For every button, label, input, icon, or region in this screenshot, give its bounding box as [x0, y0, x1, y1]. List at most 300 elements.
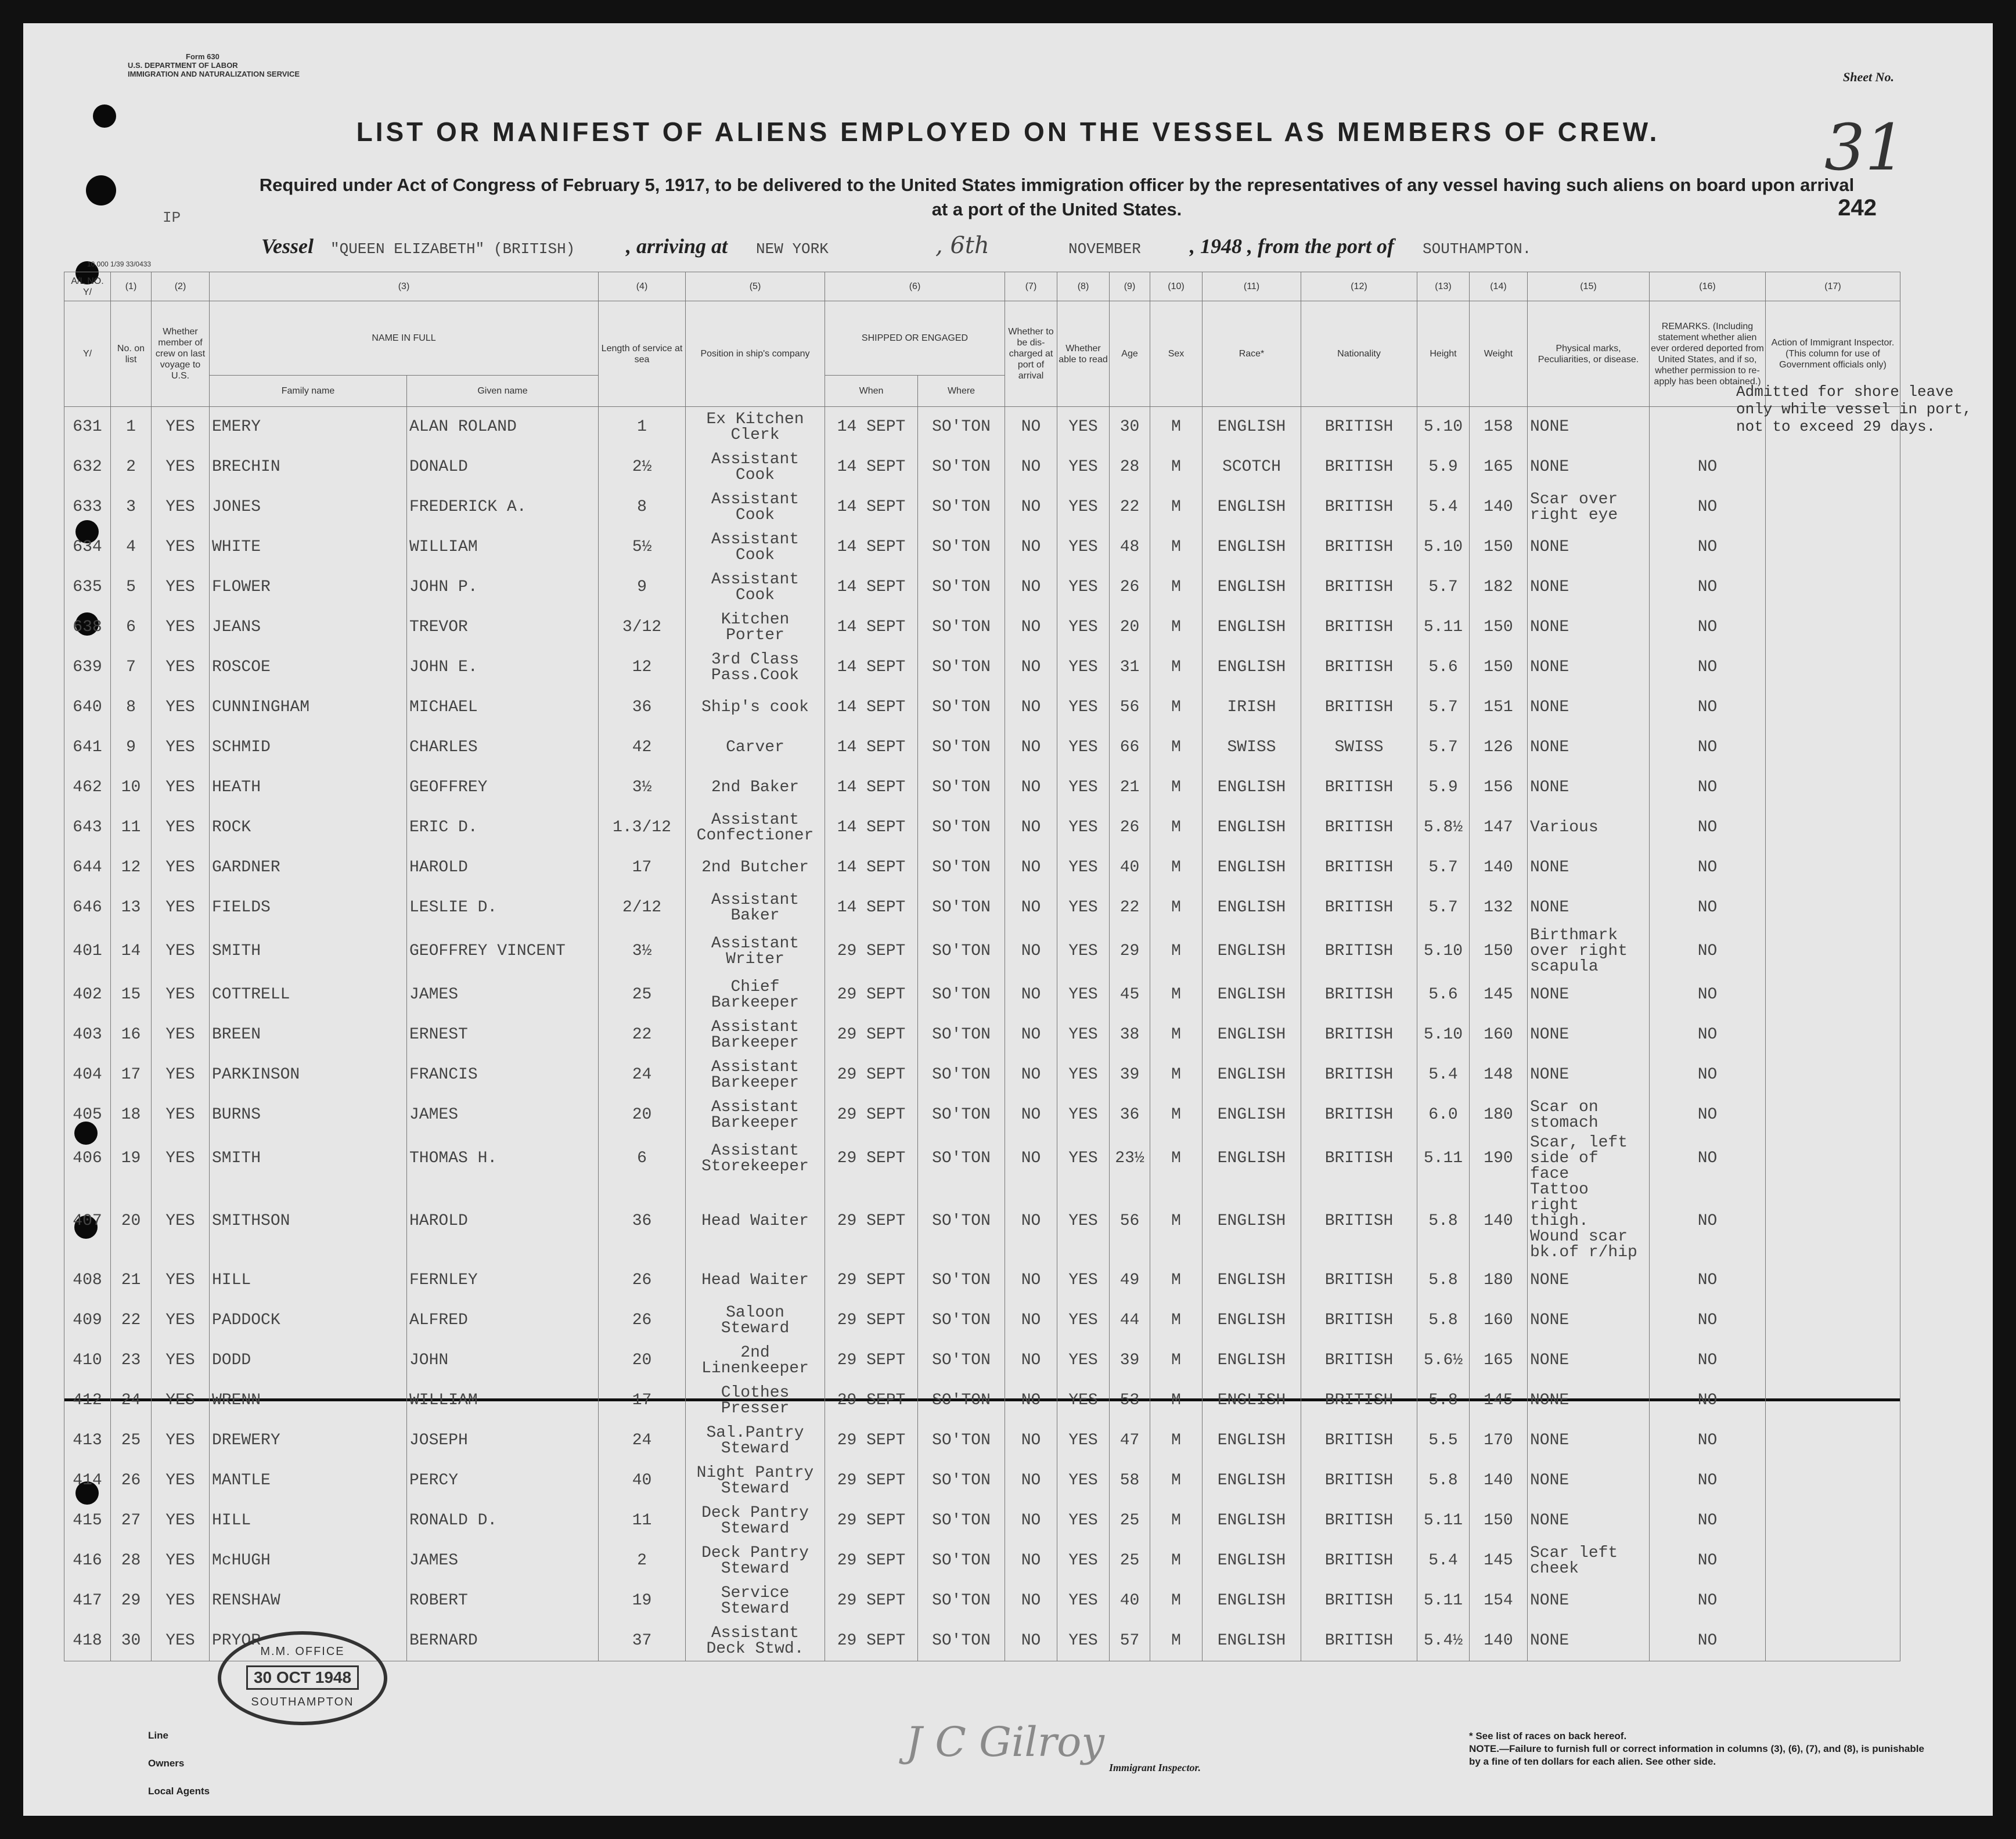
- cell-physical-marks: NONE: [1528, 1055, 1650, 1095]
- cell-member: YES: [152, 487, 210, 527]
- cell-weight: 165: [1470, 1340, 1528, 1380]
- cell-remarks: NO: [1650, 1182, 1766, 1260]
- cell-position: Night Pantry Steward: [686, 1461, 825, 1501]
- cell-list-id: 644: [64, 848, 111, 888]
- col-number: (11): [1203, 272, 1301, 301]
- cell-position: Assistant Cook: [686, 527, 825, 567]
- cell-list-id: 413: [64, 1420, 111, 1461]
- cell-action: [1766, 1182, 1900, 1260]
- cell-given-name: MICHAEL: [407, 687, 599, 727]
- cell-remarks: NO: [1650, 1135, 1766, 1182]
- cell-age: 56: [1110, 1182, 1150, 1260]
- cell-when: 29 SEPT: [825, 1501, 918, 1541]
- cell-height: 5.11: [1417, 1501, 1470, 1541]
- inspector-label: Immigrant Inspector.: [1109, 1762, 1201, 1773]
- cell-discharged: NO: [1005, 607, 1057, 647]
- cell-member: YES: [152, 1095, 210, 1135]
- cell-physical-marks: NONE: [1528, 727, 1650, 767]
- cell-read: YES: [1057, 727, 1110, 767]
- cell-race: ENGLISH: [1203, 1501, 1301, 1541]
- cell-remarks: NO: [1650, 1300, 1766, 1340]
- col-when: When: [825, 376, 918, 407]
- cell-where: SO'TON: [918, 928, 1005, 975]
- cell-weight: 140: [1470, 1621, 1528, 1661]
- cell-age: 20: [1110, 607, 1150, 647]
- cell-when: 14 SEPT: [825, 888, 918, 928]
- cell-member: YES: [152, 647, 210, 687]
- cell-age: 29: [1110, 928, 1150, 975]
- cell-physical-marks: Scar, left side of face: [1528, 1135, 1650, 1182]
- table-row: [64, 447, 1900, 487]
- cell-physical-marks: NONE: [1528, 1581, 1650, 1621]
- cell-age: 36: [1110, 1095, 1150, 1135]
- crew-rows: [64, 407, 1900, 1661]
- cell-weight: 140: [1470, 487, 1528, 527]
- cell-where: SO'TON: [918, 1300, 1005, 1340]
- punch-hole: [86, 175, 116, 205]
- cell-where: SO'TON: [918, 807, 1005, 848]
- cell-when: 29 SEPT: [825, 1420, 918, 1461]
- cell-weight: 147: [1470, 807, 1528, 848]
- cell-remarks: NO: [1650, 1260, 1766, 1300]
- cell-action: [1766, 447, 1900, 487]
- cell-nationality: BRITISH: [1301, 1420, 1417, 1461]
- cell-no: 16: [111, 1015, 152, 1055]
- cell-when: 29 SEPT: [825, 1095, 918, 1135]
- cell-no: 3: [111, 487, 152, 527]
- cell-service: 5½: [599, 527, 686, 567]
- cell-member: YES: [152, 848, 210, 888]
- cell-physical-marks: NONE: [1528, 1461, 1650, 1501]
- cell-weight: 150: [1470, 527, 1528, 567]
- cell-discharged: NO: [1005, 527, 1057, 567]
- cell-read: YES: [1057, 1182, 1110, 1260]
- cell-age: 47: [1110, 1420, 1150, 1461]
- cell-service: 1.3/12: [599, 807, 686, 848]
- cell-given-name: ROBERT: [407, 1581, 599, 1621]
- cell-read: YES: [1057, 527, 1110, 567]
- cell-age: 22: [1110, 487, 1150, 527]
- cell-race: ENGLISH: [1203, 767, 1301, 807]
- cell-when: 29 SEPT: [825, 1055, 918, 1095]
- cell-where: SO'TON: [918, 527, 1005, 567]
- arriving-label: , arriving at: [626, 235, 728, 258]
- cell-family-name: RENSHAW: [210, 1581, 407, 1621]
- cell-no: 5: [111, 567, 152, 607]
- cell-action: [1766, 1461, 1900, 1501]
- cell-read: YES: [1057, 1501, 1110, 1541]
- cell-no: 15: [111, 975, 152, 1015]
- cell-weight: 160: [1470, 1015, 1528, 1055]
- cell-given-name: FREDERICK A.: [407, 487, 599, 527]
- cell-physical-marks: NONE: [1528, 1420, 1650, 1461]
- cell-list-id: 405: [64, 1095, 111, 1135]
- cell-weight: 156: [1470, 767, 1528, 807]
- cell-no: 6: [111, 607, 152, 647]
- cell-weight: 190: [1470, 1135, 1528, 1182]
- cell-nationality: BRITISH: [1301, 1380, 1417, 1420]
- cell-family-name: BURNS: [210, 1095, 407, 1135]
- cell-height: 5.6: [1417, 975, 1470, 1015]
- cell-service: 1: [599, 407, 686, 448]
- cell-given-name: JOHN: [407, 1340, 599, 1380]
- cell-given-name: JOSEPH: [407, 1420, 599, 1461]
- col-no-on-list: No. on list: [111, 301, 152, 407]
- cell-discharged: NO: [1005, 1015, 1057, 1055]
- cell-age: 58: [1110, 1461, 1150, 1501]
- cell-nationality: BRITISH: [1301, 975, 1417, 1015]
- cell-member: YES: [152, 727, 210, 767]
- table-row: [64, 1300, 1900, 1340]
- cell-height: 5.5: [1417, 1420, 1470, 1461]
- cell-physical-marks: Various: [1528, 807, 1650, 848]
- cell-position: Assistant Cook: [686, 447, 825, 487]
- cell-race: ENGLISH: [1203, 1461, 1301, 1501]
- table-row: [64, 407, 1900, 448]
- cell-list-id: 418: [64, 1621, 111, 1661]
- cell-remarks: NO: [1650, 1581, 1766, 1621]
- cell-action: [1766, 727, 1900, 767]
- table-row: [64, 1420, 1900, 1461]
- arrival-month: NOVEMBER: [1068, 240, 1141, 258]
- cell-height: 5.10: [1417, 407, 1470, 448]
- cell-when: 14 SEPT: [825, 647, 918, 687]
- cell-remarks: NO: [1650, 1015, 1766, 1055]
- cell-where: SO'TON: [918, 567, 1005, 607]
- cell-nationality: BRITISH: [1301, 1621, 1417, 1661]
- col-number: (5): [686, 272, 825, 301]
- table-row: [64, 888, 1900, 928]
- page-title: LIST OR MANIFEST OF ALIENS EMPLOYED ON THE VESSEL AS MEMBERS OF CREW.: [356, 117, 1660, 147]
- cell-when: 29 SEPT: [825, 1461, 918, 1501]
- cell-race: ENGLISH: [1203, 848, 1301, 888]
- table-row: [64, 567, 1900, 607]
- cell-family-name: HEATH: [210, 767, 407, 807]
- cell-member: YES: [152, 1055, 210, 1095]
- cell-read: YES: [1057, 1581, 1110, 1621]
- cell-position: Chief Barkeeper: [686, 975, 825, 1015]
- column-header-row: [64, 301, 1900, 376]
- cell-when: 29 SEPT: [825, 1621, 918, 1661]
- cell-remarks: NO: [1650, 1621, 1766, 1661]
- cell-remarks: NO: [1650, 1541, 1766, 1581]
- cell-given-name: JOHN E.: [407, 647, 599, 687]
- col-number: (8): [1057, 272, 1110, 301]
- cell-age: 53: [1110, 1380, 1150, 1420]
- cell-weight: 150: [1470, 928, 1528, 975]
- cell-service: 8: [599, 487, 686, 527]
- cell-read: YES: [1057, 1461, 1110, 1501]
- cell-member: YES: [152, 1380, 210, 1420]
- col-number: (1): [111, 272, 152, 301]
- cell-nationality: BRITISH: [1301, 807, 1417, 848]
- cell-discharged: NO: [1005, 975, 1057, 1015]
- cell-when: 14 SEPT: [825, 487, 918, 527]
- cell-where: SO'TON: [918, 888, 1005, 928]
- cell-when: 29 SEPT: [825, 1581, 918, 1621]
- cell-where: SO'TON: [918, 975, 1005, 1015]
- cell-family-name: HILL: [210, 1260, 407, 1300]
- cell-action: [1766, 1420, 1900, 1461]
- cell-weight: 145: [1470, 1541, 1528, 1581]
- cell-list-id: 633: [64, 487, 111, 527]
- cell-race: SWISS: [1203, 727, 1301, 767]
- cell-nationality: BRITISH: [1301, 848, 1417, 888]
- cell-given-name: LESLIE D.: [407, 888, 599, 928]
- cell-given-name: JOHN P.: [407, 567, 599, 607]
- cell-nationality: BRITISH: [1301, 1015, 1417, 1055]
- cell-service: 3½: [599, 767, 686, 807]
- cell-action: [1766, 527, 1900, 567]
- cell-service: 19: [599, 1581, 686, 1621]
- mm-office-stamp: [218, 1631, 387, 1725]
- cell-member: YES: [152, 1581, 210, 1621]
- cell-race: ENGLISH: [1203, 1420, 1301, 1461]
- cell-member: YES: [152, 1420, 210, 1461]
- cell-member: YES: [152, 1621, 210, 1661]
- cell-race: ENGLISH: [1203, 1095, 1301, 1135]
- cell-race: ENGLISH: [1203, 1015, 1301, 1055]
- cell-age: 30: [1110, 407, 1150, 448]
- signature-labels: [148, 1722, 210, 1805]
- cell-family-name: GARDNER: [210, 848, 407, 888]
- cell-age: 40: [1110, 848, 1150, 888]
- cell-no: 22: [111, 1300, 152, 1340]
- cell-where: SO'TON: [918, 1581, 1005, 1621]
- cell-member: YES: [152, 447, 210, 487]
- stamp-date: 30 OCT 1948: [246, 1665, 359, 1690]
- cell-nationality: BRITISH: [1301, 447, 1417, 487]
- cell-remarks: NO: [1650, 975, 1766, 1015]
- vessel-name: "QUEEN ELIZABETH" (BRITISH): [330, 240, 575, 258]
- col-list-no-header: A/L NO. Y/: [64, 272, 111, 301]
- cell-remarks: NO: [1650, 647, 1766, 687]
- cell-remarks: NO: [1650, 1380, 1766, 1420]
- cell-height: 5.9: [1417, 447, 1470, 487]
- cell-height: 5.11: [1417, 1581, 1470, 1621]
- cell-physical-marks: NONE: [1528, 975, 1650, 1015]
- cell-height: 5.7: [1417, 687, 1470, 727]
- cell-nationality: BRITISH: [1301, 1182, 1417, 1260]
- cell-height: 5.4: [1417, 487, 1470, 527]
- cell-height: 5.9: [1417, 767, 1470, 807]
- cell-remarks: NO: [1650, 1095, 1766, 1135]
- cell-action: [1766, 767, 1900, 807]
- cell-no: 21: [111, 1260, 152, 1300]
- cell-sex: M: [1150, 807, 1203, 848]
- col-given-name: Given name: [407, 376, 599, 407]
- cell-age: 38: [1110, 1015, 1150, 1055]
- cell-race: ENGLISH: [1203, 407, 1301, 448]
- cell-discharged: NO: [1005, 1340, 1057, 1380]
- cell-height: 6.0: [1417, 1095, 1470, 1135]
- cell-nationality: BRITISH: [1301, 888, 1417, 928]
- cell-discharged: NO: [1005, 1501, 1057, 1541]
- cell-race: ENGLISH: [1203, 1380, 1301, 1420]
- cell-action: [1766, 1340, 1900, 1380]
- cell-when: 14 SEPT: [825, 767, 918, 807]
- cell-family-name: COTTRELL: [210, 975, 407, 1015]
- cell-height: 5.4½: [1417, 1621, 1470, 1661]
- cell-race: ENGLISH: [1203, 975, 1301, 1015]
- cell-where: SO'TON: [918, 647, 1005, 687]
- cell-action: [1766, 928, 1900, 975]
- table-row: [64, 1501, 1900, 1541]
- cell-height: 5.10: [1417, 527, 1470, 567]
- cell-given-name: GEOFFREY VINCENT: [407, 928, 599, 975]
- cell-position: Deck Pantry Steward: [686, 1541, 825, 1581]
- cell-height: 5.7: [1417, 567, 1470, 607]
- cell-service: 40: [599, 1461, 686, 1501]
- col-list-mark: Y/: [64, 301, 111, 407]
- cell-list-id: 404: [64, 1055, 111, 1095]
- cell-where: SO'TON: [918, 1260, 1005, 1300]
- cell-nationality: BRITISH: [1301, 1340, 1417, 1380]
- cell-race: ENGLISH: [1203, 888, 1301, 928]
- cell-age: 22: [1110, 888, 1150, 928]
- cell-physical-marks: NONE: [1528, 888, 1650, 928]
- col-number: (14): [1470, 272, 1528, 301]
- cell-nationality: BRITISH: [1301, 1501, 1417, 1541]
- cell-given-name: RONALD D.: [407, 1501, 599, 1541]
- cell-when: 14 SEPT: [825, 727, 918, 767]
- cell-read: YES: [1057, 807, 1110, 848]
- cell-member: YES: [152, 407, 210, 448]
- cell-remarks: NO: [1650, 1501, 1766, 1541]
- cell-position: Assistant Cook: [686, 487, 825, 527]
- cell-weight: 160: [1470, 1300, 1528, 1340]
- cell-height: 5.10: [1417, 928, 1470, 975]
- cell-sex: M: [1150, 1621, 1203, 1661]
- cell-given-name: TREVOR: [407, 607, 599, 647]
- cell-given-name: HAROLD: [407, 848, 599, 888]
- cell-sex: M: [1150, 1541, 1203, 1581]
- cell-no: 7: [111, 647, 152, 687]
- cell-service: 3/12: [599, 607, 686, 647]
- cell-physical-marks: NONE: [1528, 607, 1650, 647]
- cell-sex: M: [1150, 848, 1203, 888]
- cell-sex: M: [1150, 1182, 1203, 1260]
- table-row: [64, 848, 1900, 888]
- cell-member: YES: [152, 1260, 210, 1300]
- cell-read: YES: [1057, 1055, 1110, 1095]
- col-position: Position in ship's company: [686, 301, 825, 407]
- col-number: (7): [1005, 272, 1057, 301]
- cell-service: 25: [599, 975, 686, 1015]
- cell-nationality: BRITISH: [1301, 928, 1417, 975]
- cell-race: ENGLISH: [1203, 1581, 1301, 1621]
- cell-weight: 165: [1470, 447, 1528, 487]
- cell-nationality: BRITISH: [1301, 407, 1417, 448]
- cell-list-id: 638: [64, 607, 111, 647]
- cell-remarks: NO: [1650, 1461, 1766, 1501]
- cell-no: 18: [111, 1095, 152, 1135]
- cell-given-name: JAMES: [407, 1095, 599, 1135]
- cell-action: [1766, 1260, 1900, 1300]
- cell-weight: 140: [1470, 1182, 1528, 1260]
- cell-remarks: NO: [1650, 687, 1766, 727]
- col-number: (2): [152, 272, 210, 301]
- cell-family-name: PRYOR: [210, 1621, 407, 1661]
- cell-race: ENGLISH: [1203, 1055, 1301, 1095]
- cell-nationality: BRITISH: [1301, 647, 1417, 687]
- cell-member: YES: [152, 687, 210, 727]
- cell-list-id: 407: [64, 1182, 111, 1260]
- cell-member: YES: [152, 1501, 210, 1541]
- cell-age: 25: [1110, 1501, 1150, 1541]
- cell-sex: M: [1150, 647, 1203, 687]
- cell-nationality: BRITISH: [1301, 487, 1417, 527]
- table-row: [64, 687, 1900, 727]
- cell-position: Saloon Steward: [686, 1300, 825, 1340]
- cell-when: 29 SEPT: [825, 975, 918, 1015]
- cell-position: 2nd Linenkeeper: [686, 1340, 825, 1380]
- cell-discharged: NO: [1005, 767, 1057, 807]
- cell-sex: M: [1150, 567, 1203, 607]
- cell-service: 3½: [599, 928, 686, 975]
- cell-weight: 126: [1470, 727, 1528, 767]
- cell-given-name: PERCY: [407, 1461, 599, 1501]
- cell-service: 36: [599, 687, 686, 727]
- col-able-read: Whether able to read: [1057, 301, 1110, 407]
- table-row: [64, 607, 1900, 647]
- cell-sex: M: [1150, 1380, 1203, 1420]
- cell-race: ENGLISH: [1203, 928, 1301, 975]
- cell-given-name: JAMES: [407, 975, 599, 1015]
- cell-no: 13: [111, 888, 152, 928]
- cell-sex: M: [1150, 1260, 1203, 1300]
- cell-physical-marks: NONE: [1528, 447, 1650, 487]
- cell-read: YES: [1057, 928, 1110, 975]
- cell-service: 20: [599, 1340, 686, 1380]
- cell-service: 2: [599, 1541, 686, 1581]
- cell-race: SCOTCH: [1203, 447, 1301, 487]
- cell-discharged: NO: [1005, 1260, 1057, 1300]
- cell-physical-marks: Birthmark over right scapula: [1528, 928, 1650, 975]
- cell-when: 14 SEPT: [825, 848, 918, 888]
- cell-discharged: NO: [1005, 647, 1057, 687]
- cell-family-name: BREEN: [210, 1015, 407, 1055]
- cell-discharged: NO: [1005, 447, 1057, 487]
- cell-read: YES: [1057, 1541, 1110, 1581]
- stamp-office: M.M. OFFICE: [260, 1645, 345, 1658]
- cell-discharged: NO: [1005, 1420, 1057, 1461]
- cell-physical-marks: NONE: [1528, 767, 1650, 807]
- cell-where: SO'TON: [918, 727, 1005, 767]
- cell-service: 17: [599, 1380, 686, 1420]
- cell-nationality: BRITISH: [1301, 1055, 1417, 1095]
- cell-where: SO'TON: [918, 1015, 1005, 1055]
- cell-remarks: NO: [1650, 447, 1766, 487]
- cell-family-name: PARKINSON: [210, 1055, 407, 1095]
- cell-height: 5.11: [1417, 1135, 1470, 1182]
- cell-position: Assistant Writer: [686, 928, 825, 975]
- cell-sex: M: [1150, 487, 1203, 527]
- cell-sex: M: [1150, 1300, 1203, 1340]
- cell-list-id: 417: [64, 1581, 111, 1621]
- cell-service: 24: [599, 1420, 686, 1461]
- col-sex: Sex: [1150, 301, 1203, 407]
- cell-height: 5.8: [1417, 1260, 1470, 1300]
- col-number: (12): [1301, 272, 1417, 301]
- cell-weight: 180: [1470, 1095, 1528, 1135]
- col-nationality: Nationality: [1301, 301, 1417, 407]
- table-row: [64, 527, 1900, 567]
- cell-position: Deck Pantry Steward: [686, 1501, 825, 1541]
- col-number: (3): [210, 272, 599, 301]
- cell-where: SO'TON: [918, 1055, 1005, 1095]
- cell-no: 20: [111, 1182, 152, 1260]
